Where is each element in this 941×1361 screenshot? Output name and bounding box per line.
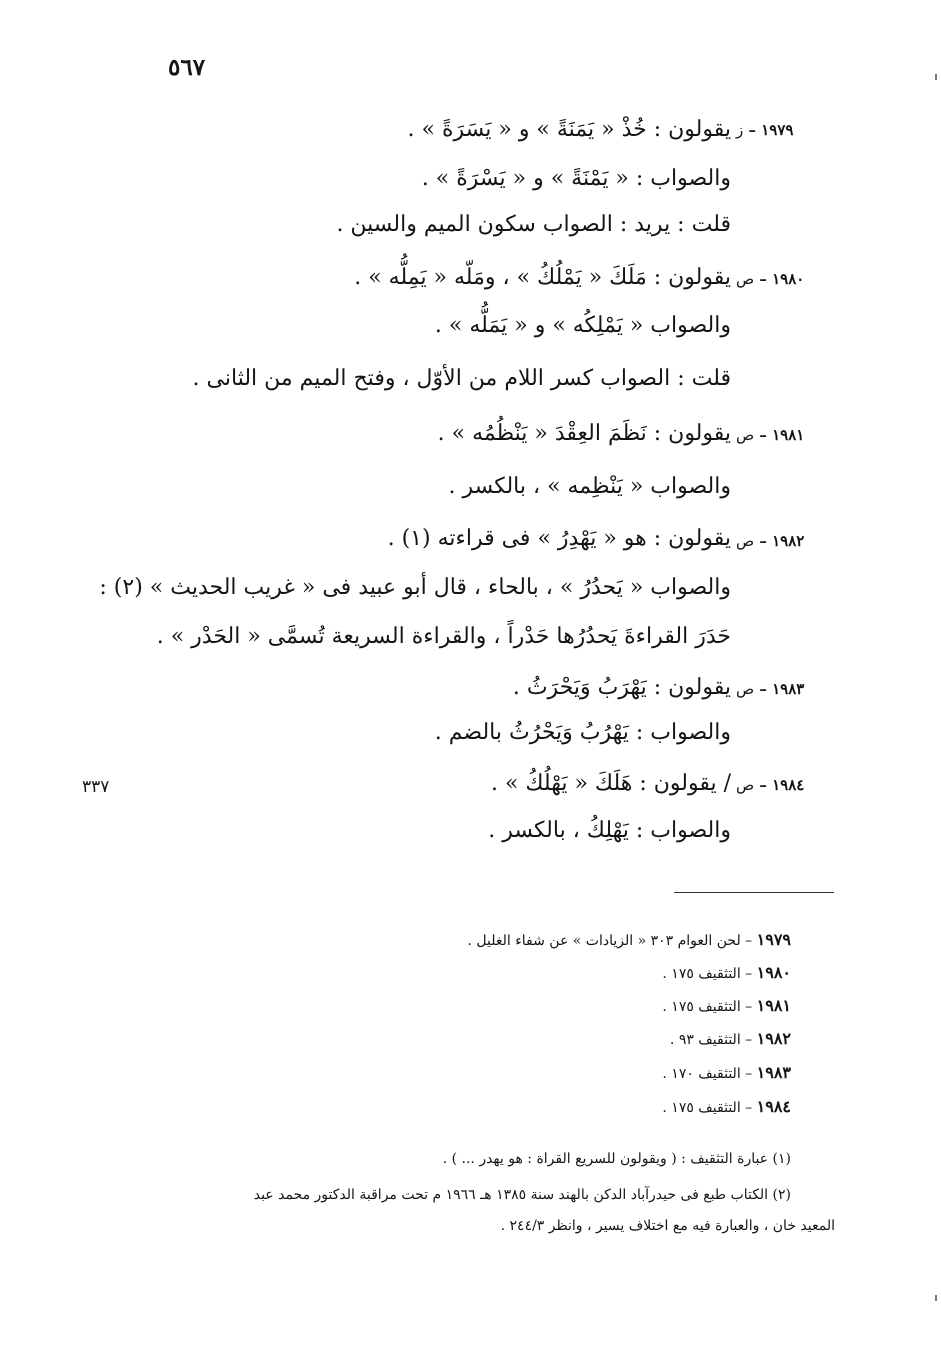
entry-text-line: والصواب : « يَمْنَةً » و « يَسْرَةً » . xyxy=(421,166,731,191)
entry-text-line: قلت : الصواب كسر اللام من الأوّل ، وفتح الميم من الثانى . xyxy=(192,366,731,391)
margin-page-number: ٣٣٧ xyxy=(82,777,110,797)
entry-text-line: يقولون : مَلَكَ « يَمْلُكُ » ، ومَلّه « يَمِلُّه » . xyxy=(354,265,731,290)
entry-text-line: حَدَرَ القراءةَ يَحدُرُها حَدْراً ، والقراءة السريعة تُسمَّى « الحَدْر » . xyxy=(156,624,731,649)
entry-text-line: قلت : يريد : الصواب سكون الميم والسين . xyxy=(336,212,731,237)
entry-text-line: / يقولون : هَلَكَ « يَهْلُكُ » . xyxy=(490,771,731,796)
entry-number: ١٩٨١ – ص xyxy=(736,426,805,444)
entry-number: ١٩٨٣ – ص xyxy=(736,680,805,698)
entry-number: ١٩٧٩ – ز xyxy=(736,121,794,139)
entry-number: ١٩٨٤ – ص xyxy=(736,776,805,794)
footnote: (٢) الكتاب طبع فى حيدرآباد الدكن بالهند سنة ١٣٨٥ هـ ١٩٦٦ م تحت مراقبة الدكتور محمد عبد xyxy=(253,1187,791,1203)
entry-text-line: يقولون : نَظَمَ العِقْدَ « يَنْظُمُه » . xyxy=(437,421,731,446)
source-footnote: ١٩٨٣ – التثقيف ١٧٠ . xyxy=(662,1063,791,1082)
footnote: المعيد خان ، والعبارة فيه مع اختلاف يسير ، وانظر ٢٤٤/٣ . xyxy=(500,1218,835,1234)
scan-mark xyxy=(935,1295,937,1301)
footnote-divider xyxy=(674,892,834,893)
page-number: ٥٦٧ xyxy=(168,54,206,81)
source-footnote: ١٩٨٠ – التثقيف ١٧٥ . xyxy=(662,963,791,982)
entry-text-line: والصواب : يَهْلِكُ ، بالكسر . xyxy=(488,818,731,843)
footnote: (١) عبارة التثقيف : ( ويقولون للسريع القراة : هو يهدر ... ) . xyxy=(442,1151,791,1167)
entry-text-line: والصواب « يَنْظِمه » ، بالكسر . xyxy=(448,474,731,499)
entry-text-line: يقولون : يَهْرَبُ وَيَحْرَثُ . xyxy=(512,675,731,700)
entry-text-line: والصواب « يَحدُرُ » ، بالحاء ، قال أبو عبيد فى « غريب الحديث » (٢) : xyxy=(99,575,731,600)
source-footnote: ١٩٧٩ – لحن العوام ٣٠٣ « الزيادات » عن شفاء الغليل . xyxy=(467,930,791,949)
entry-text-line: والصواب : يَهْرُبُ وَيَحْرُثُ بالضم . xyxy=(434,720,731,745)
entry-number: ١٩٨٠ – ص xyxy=(736,270,805,288)
entry-number: ١٩٨٢ – ص xyxy=(736,532,805,550)
source-footnote: ١٩٨٢ – التثقيف ٩٣ . xyxy=(669,1029,791,1048)
entry-text-line: والصواب « يَمْلِكُه » و « يَمَلُّه » . xyxy=(434,313,731,338)
source-footnote: ١٩٨١ – التثقيف ١٧٥ . xyxy=(662,996,791,1015)
entry-text-line: يقولون : هو « يَهْدِرُ » فى قراءته (١) . xyxy=(387,526,731,551)
source-footnote: ١٩٨٤ – التثقيف ١٧٥ . xyxy=(662,1097,791,1116)
scan-mark xyxy=(935,74,937,80)
entry-text-line: يقولون : خُذْ « يَمَنَةً » و « يَسَرَةً » . xyxy=(407,117,731,142)
